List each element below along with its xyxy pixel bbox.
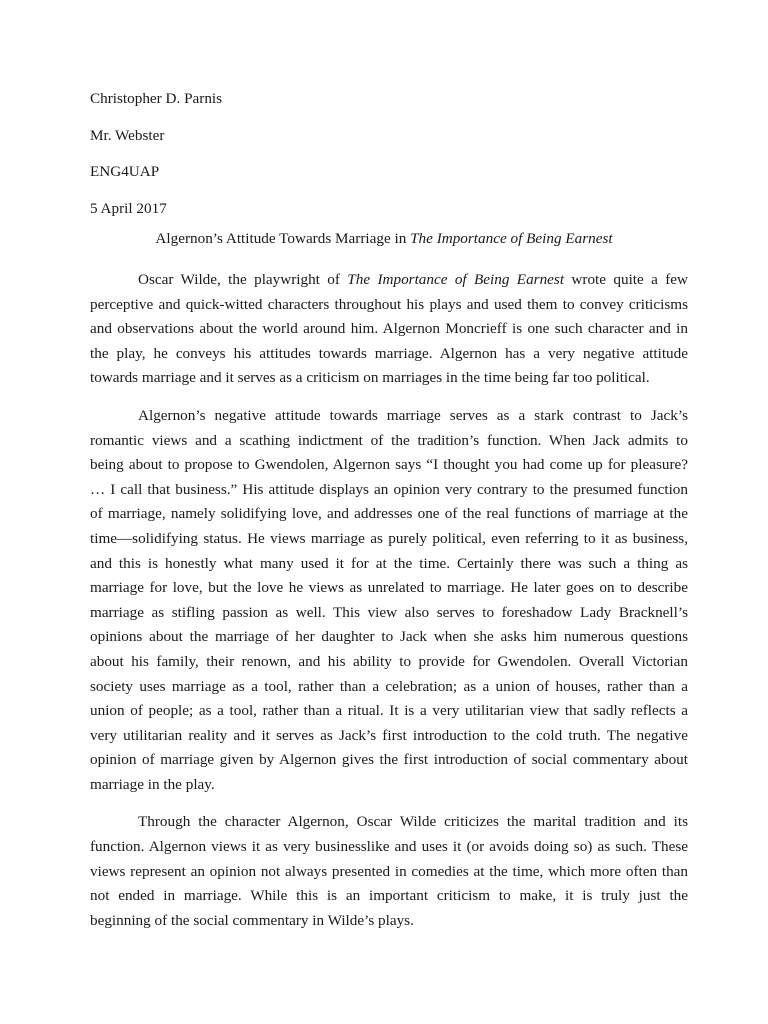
text-line: romantic views and a scathing indictment of the tradition’s function. When Jack admits to	[90, 431, 688, 449]
text-line: society uses marriage as a tool, rather than a celebration; as a union of houses, rather than a	[90, 677, 688, 695]
text-line: opinion of marriage given by Algernon gives the first introduction of social commentary about	[90, 751, 688, 769]
text-line: marriage in the play.	[90, 775, 215, 793]
text-line: towards marriage and it serves as a criticism on marriages in the time being far too political.	[90, 369, 650, 387]
text-line: being about to propose to Gwendolen, Algernon says “I thought you had come up for pleasure?	[90, 456, 688, 474]
essay-heading	[90, 90, 690, 236]
text-line: time—solidifying status. He views marriage as purely political, even referring to it as business,	[90, 529, 688, 547]
course-code: ENG4UAP	[90, 163, 160, 180]
text-line: Algernon’s negative attitude towards marriage serves as a stark contrast to Jack’s	[138, 406, 688, 424]
text-line: beginning of the social commentary in Wilde’s plays.	[90, 911, 414, 929]
title-work: The Importance of Being Earnest	[410, 230, 613, 247]
text-line: … I call that business.” His attitude displays an opinion very contrary to the presumed function	[90, 480, 688, 498]
teacher-name: Mr. Webster	[90, 126, 165, 144]
text-line: Through the character Algernon, Oscar Wilde criticizes the marital tradition and its	[138, 813, 688, 831]
text-line: function. Algernon views it as very businesslike and uses it (or avoids doing so) as such. These	[90, 838, 688, 856]
text-line: Oscar Wilde, the playwright of The Importance of Being Earnest wrote quite a few	[138, 271, 688, 288]
paragraph-1	[90, 268, 688, 391]
text-line: and this is honestly what many used it for at the time. Certainly there was such a thing as	[90, 554, 688, 572]
text-line: of marriage, namely solidifying love, and addresses one of the real functions of marriage at the	[90, 505, 688, 523]
text-line: perceptive and quick-witted characters throughout his plays and used them to convey criticisms	[90, 295, 688, 313]
essay-title	[90, 230, 678, 248]
text-line: marriage as stifling passion as well. This view also serves to foreshadow Lady Bracknell’s	[90, 603, 688, 621]
italic-title: The Importance of Being Earnest	[347, 271, 565, 288]
paragraph-3	[90, 810, 688, 933]
text-line: the play, he conveys his attitudes towards marriage. Algernon has a very negative attitude	[90, 344, 688, 362]
paragraph-2	[90, 404, 688, 798]
essay-body	[90, 268, 688, 946]
essay-date: 5 April 2017	[90, 199, 167, 217]
text-line: marriage for love, but the love he views as unrelated to marriage. He later goes on to describe	[90, 579, 688, 597]
text-line: not ended in marriage. While this is an important criticism to make, it is truly just the	[90, 887, 688, 905]
text-line: views represent an opinion not always presented in comedies at the time, which more often than	[90, 862, 688, 880]
title-prefix: Algernon’s Attitude Towards Marriage in	[155, 230, 411, 247]
text-line: opinions about the marriage of her daughter to Jack when she asks him numerous questions	[90, 628, 688, 646]
text-line: very utilitarian reality and it serves as Jack’s first introduction to the cold truth. The negative	[90, 726, 688, 744]
text-line: about his family, their renown, and his ability to provide for Gwendolen. Overall Victorian	[90, 652, 688, 670]
text-line: union of people; as a tool, rather than a ritual. It is a very utilitarian view that sadly reflects a	[90, 702, 688, 720]
author-name: Christopher D. Parnis	[90, 90, 223, 107]
text-line: and observations about the world around him. Algernon Moncrieff is one such character and in	[90, 320, 688, 338]
